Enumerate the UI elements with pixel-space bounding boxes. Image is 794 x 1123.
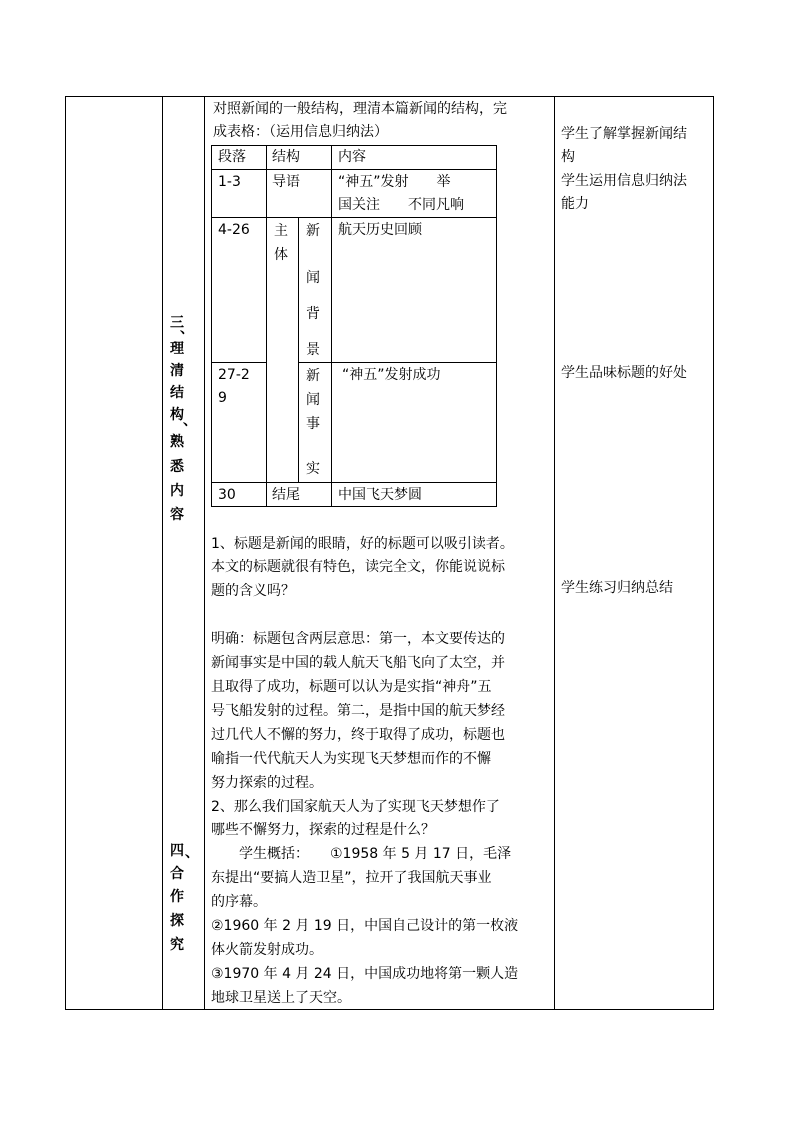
- row2-content: 航天历史回顾: [338, 222, 422, 238]
- header-structure: 结构: [272, 149, 300, 165]
- row2-paragraph: 4-26: [218, 222, 250, 238]
- row2-structure-2: 体: [274, 247, 288, 263]
- row2-sub-3: 背: [306, 306, 320, 322]
- row2-structure-1: 主: [274, 223, 288, 239]
- row1-content-line2: 国关注 不同凡响: [338, 197, 464, 213]
- col-divider-1: [162, 96, 163, 1010]
- intro-line-2: 成表格：（运用信息归纳法）: [213, 124, 388, 140]
- row1-content-line1: “神五”发射 举: [338, 174, 451, 190]
- row3-paragraph-line1: 27-2: [218, 367, 250, 383]
- row4-content: 中国飞天梦圆: [338, 487, 422, 503]
- row2-sub-2: 闻: [306, 270, 320, 286]
- row2-sub-1: 新: [306, 223, 320, 239]
- row1-paragraph: 1-3: [218, 174, 241, 190]
- row4-structure: 结尾: [272, 487, 300, 503]
- outer-right-border: [713, 96, 714, 1010]
- col-divider-2: [204, 96, 205, 1010]
- row3-paragraph-line2: 9: [218, 390, 227, 406]
- activity-a4: 能力: [561, 196, 589, 212]
- row1-structure: 导语: [272, 174, 300, 190]
- row3-sub-4: 实: [306, 461, 320, 477]
- row3-sub-1: 新: [306, 368, 320, 384]
- row2-sub-4: 景: [306, 342, 320, 358]
- header-paragraph: 段落: [218, 149, 246, 165]
- intro-line-1: 对照新闻的一般结构，理清本篇新闻的结构，完: [213, 101, 507, 117]
- header-content: 内容: [338, 149, 366, 165]
- row4-paragraph: 30: [218, 487, 236, 503]
- row3-sub-2: 闻: [306, 392, 320, 408]
- outer-left-border: [65, 96, 66, 1010]
- activity-a3: 学生运用信息归纳法: [561, 173, 687, 189]
- activity-a2: 构: [561, 149, 575, 165]
- col-divider-3: [554, 96, 555, 1010]
- activity-c: 学生练习归纳总结: [561, 580, 673, 596]
- row3-content: “神五”发射成功: [342, 367, 441, 383]
- activity-b: 学生品味标题的好处: [561, 365, 687, 381]
- activity-a1: 学生了解掌握新闻结: [561, 126, 687, 142]
- row3-sub-3: 事: [306, 416, 320, 432]
